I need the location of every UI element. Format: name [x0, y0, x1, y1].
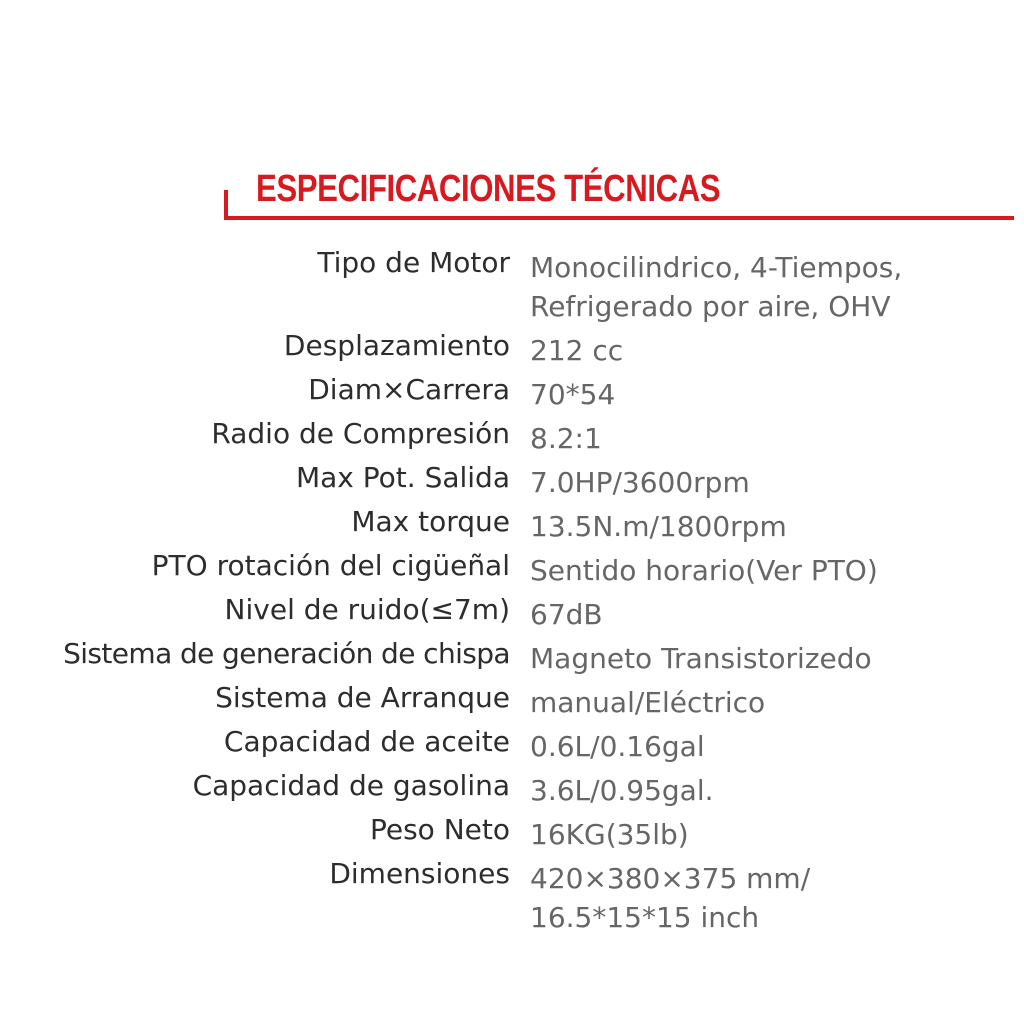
spec-row [0, 634, 1024, 678]
spec-label: Radio de Compresión [211, 417, 510, 450]
spec-value-line: 7.0HP/3600rpm [530, 466, 750, 499]
spec-label: Dimensiones [329, 857, 510, 890]
spec-label: Capacidad de aceite [223, 725, 510, 758]
spec-row [0, 458, 1024, 502]
spec-value [510, 551, 878, 590]
spec-label: Sistema de generación de chispa [63, 637, 510, 670]
spec-value-line: 420×380×375 mm/ [530, 862, 811, 895]
spec-row [0, 854, 1024, 937]
spec-value-line: Magneto Transistorizedo [530, 642, 872, 675]
spec-row [0, 810, 1024, 854]
spec-value-line: 0.6L/0.16gal [530, 730, 705, 763]
spec-row [0, 766, 1024, 810]
spec-row [0, 678, 1024, 722]
spec-value-line: 212 cc [530, 334, 624, 367]
spec-value [510, 331, 623, 370]
spec-label: Capacidad de gasolina [192, 769, 510, 802]
header-underline [224, 216, 1014, 220]
spec-label: PTO rotación del cigüeñal [151, 549, 510, 582]
spec-label: Sistema de Arranque [215, 681, 510, 714]
spec-value-line: 16KG(35lb) [530, 818, 689, 851]
spec-row [0, 590, 1024, 634]
spec-row [0, 546, 1024, 590]
spec-value [510, 639, 872, 678]
spec-value [510, 815, 689, 854]
spec-row [0, 326, 1024, 370]
spec-value [510, 507, 787, 546]
spec-table [0, 243, 1024, 937]
spec-value-line: 70*54 [530, 378, 616, 411]
spec-label: Diam×Carrera [308, 373, 510, 406]
spec-row [0, 414, 1024, 458]
spec-value [510, 727, 705, 766]
spec-label: Peso Neto [369, 813, 510, 846]
spec-row [0, 370, 1024, 414]
spec-value [510, 595, 603, 634]
spec-row [0, 502, 1024, 546]
spec-value-line: Sentido horario(Ver PTO) [530, 554, 878, 587]
spec-label: Nivel de ruido(≤7m) [224, 593, 510, 626]
spec-value-line: 16.5*15*15 inch [530, 901, 760, 934]
spec-value-line: manual/Eléctrico [530, 686, 766, 719]
spec-value-line: 8.2:1 [530, 422, 602, 455]
spec-row [0, 722, 1024, 766]
spec-value-line: Monocilindrico, 4-Tiempos, [530, 251, 903, 284]
section-title: ESPECIFICACIONES TÉCNICAS [256, 168, 721, 210]
spec-label: Max torque [351, 505, 510, 538]
spec-value [510, 419, 602, 458]
spec-value [510, 463, 750, 502]
spec-value-line: 13.5N.m/1800rpm [530, 510, 787, 543]
spec-value-line: Refrigerado por aire, OHV [530, 290, 891, 323]
spec-value [510, 248, 902, 326]
spec-value-line: 3.6L/0.95gal. [530, 774, 714, 807]
spec-value [510, 859, 810, 937]
spec-label: Max Pot. Salida [295, 461, 510, 494]
spec-label: Desplazamiento [283, 329, 510, 362]
spec-value [510, 375, 615, 414]
spec-value-line: 67dB [530, 598, 603, 631]
spec-label: Tipo de Motor [317, 246, 510, 279]
spec-value [510, 683, 765, 722]
spec-value [510, 771, 714, 810]
spec-row [0, 243, 1024, 326]
